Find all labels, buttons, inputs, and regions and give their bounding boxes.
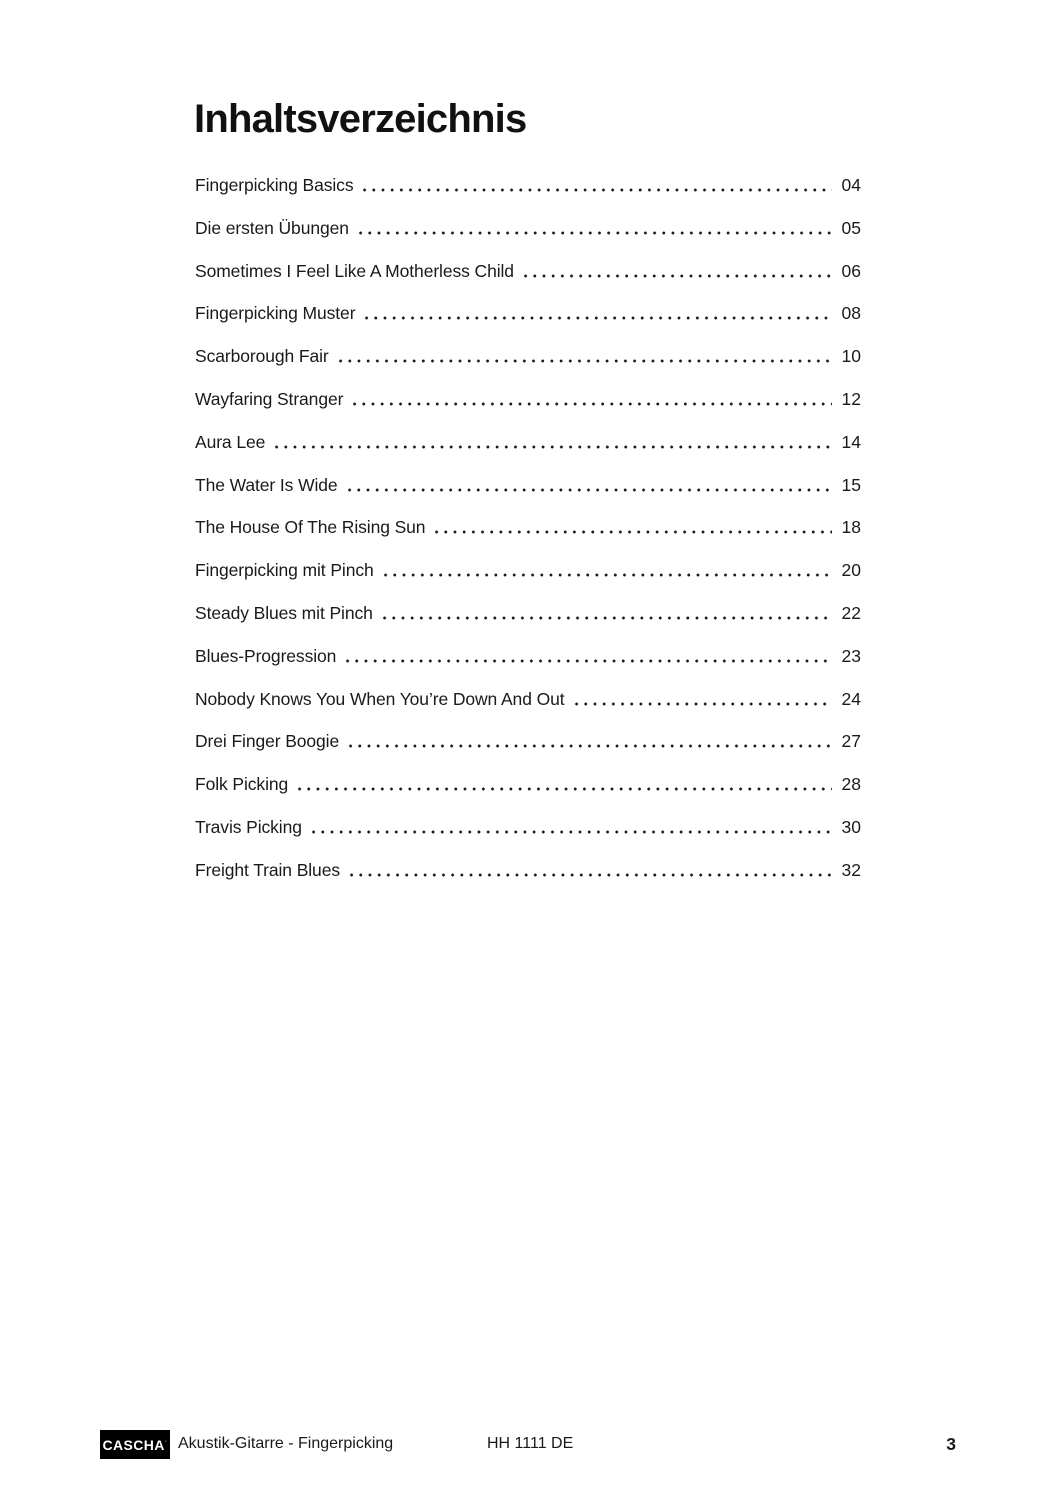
trademark-dot: ˙: [164, 1440, 168, 1448]
toc-entry: [195, 260, 861, 283]
toc-entry-title: Scarborough Fair: [195, 346, 329, 367]
toc-entry-page-number: 14: [841, 431, 861, 452]
toc-entry-page-number: 23: [841, 645, 861, 666]
toc-entry-title: Drei Finger Boogie: [195, 731, 340, 752]
toc-entry: [195, 773, 861, 796]
dot-leader: [343, 474, 832, 497]
toc-entry-title: Aura Lee: [195, 431, 266, 452]
toc-entry-title: Fingerpicking Muster: [195, 303, 356, 324]
dot-leader: [358, 174, 832, 197]
toc-entry-title: Steady Blues mit Pinch: [195, 602, 373, 623]
toc-entry: [195, 559, 861, 582]
cascha-logo: [100, 1430, 170, 1459]
toc-entry: [195, 345, 861, 368]
toc-entry-page-number: 20: [841, 560, 861, 581]
toc-entry-page-number: 12: [841, 388, 861, 409]
toc-entry: [195, 602, 861, 625]
cascha-logo-text: CASCHA: [102, 1436, 165, 1453]
toc-entry-page-number: 18: [841, 517, 861, 538]
toc-entry-page-number: 05: [841, 217, 861, 238]
toc-entry-title: Fingerpicking Basics: [195, 175, 354, 195]
toc-entry: [195, 688, 861, 711]
toc-entry-title: The Water Is Wide: [195, 474, 338, 495]
toc-entry-page-number: 24: [841, 688, 861, 709]
toc-entry: [195, 302, 861, 325]
footer-page-number: 3: [946, 1434, 956, 1454]
dot-leader: [344, 730, 832, 753]
dot-leader: [334, 345, 832, 368]
toc-entry-page-number: 08: [841, 303, 861, 324]
dot-leader: [270, 431, 832, 454]
dot-leader: [341, 645, 832, 668]
toc-entry: [195, 516, 861, 539]
toc-entry: [195, 816, 861, 839]
dot-leader: [378, 602, 832, 625]
toc-entry-title: Die ersten Übungen: [195, 217, 349, 238]
toc-entry-title: Travis Picking: [195, 816, 302, 837]
toc-entry-page-number: 04: [841, 175, 861, 195]
toc-list: [195, 174, 861, 902]
toc-entry: [195, 859, 861, 882]
toc-entry: [195, 730, 861, 753]
dot-leader: [307, 816, 832, 839]
footer-book-title: Akustik-Gitarre - Fingerpicking: [178, 1435, 394, 1452]
dot-leader: [430, 516, 832, 539]
dot-leader: [379, 559, 832, 582]
dot-leader: [519, 260, 832, 283]
toc-entry-page-number: 22: [841, 602, 861, 623]
page-title: Inhaltsverzeichnis: [194, 96, 527, 141]
dot-leader: [354, 217, 832, 240]
footer-catalog-number: HH 1111 DE: [487, 1435, 574, 1452]
toc-entry-title: Folk Picking: [195, 774, 289, 795]
toc-entry-title: Fingerpicking mit Pinch: [195, 560, 374, 581]
toc-entry-title: Wayfaring Stranger: [195, 388, 344, 409]
toc-entry-page-number: 27: [841, 731, 861, 752]
toc-entry-title: Freight Train Blues: [195, 859, 340, 880]
dot-leader: [570, 688, 833, 711]
toc-entry-page-number: 28: [841, 774, 861, 795]
toc-entry-page-number: 15: [841, 474, 861, 495]
toc-entry-title: Nobody Knows You When You’re Down And Out: [195, 688, 565, 709]
toc-entry-page-number: 10: [841, 346, 861, 367]
toc-entry-title: The House Of The Rising Sun: [195, 517, 426, 538]
toc-entry-page-number: 30: [841, 816, 861, 837]
toc-entry: [195, 431, 861, 454]
toc-entry: [195, 474, 861, 497]
toc-entry-page-number: 06: [841, 260, 861, 281]
toc-entry-title: Sometimes I Feel Like A Motherless Child: [195, 260, 514, 281]
toc-entry: [195, 174, 861, 197]
dot-leader: [345, 859, 832, 882]
toc-entry: [195, 217, 861, 240]
dot-leader: [348, 388, 832, 411]
toc-entry: [195, 645, 861, 668]
dot-leader: [293, 773, 832, 796]
toc-entry: [195, 388, 861, 411]
footer: [0, 1429, 1060, 1461]
toc-entry-page-number: 32: [841, 859, 861, 880]
dot-leader: [360, 302, 832, 325]
toc-entry-title: Blues-Progression: [195, 645, 337, 666]
